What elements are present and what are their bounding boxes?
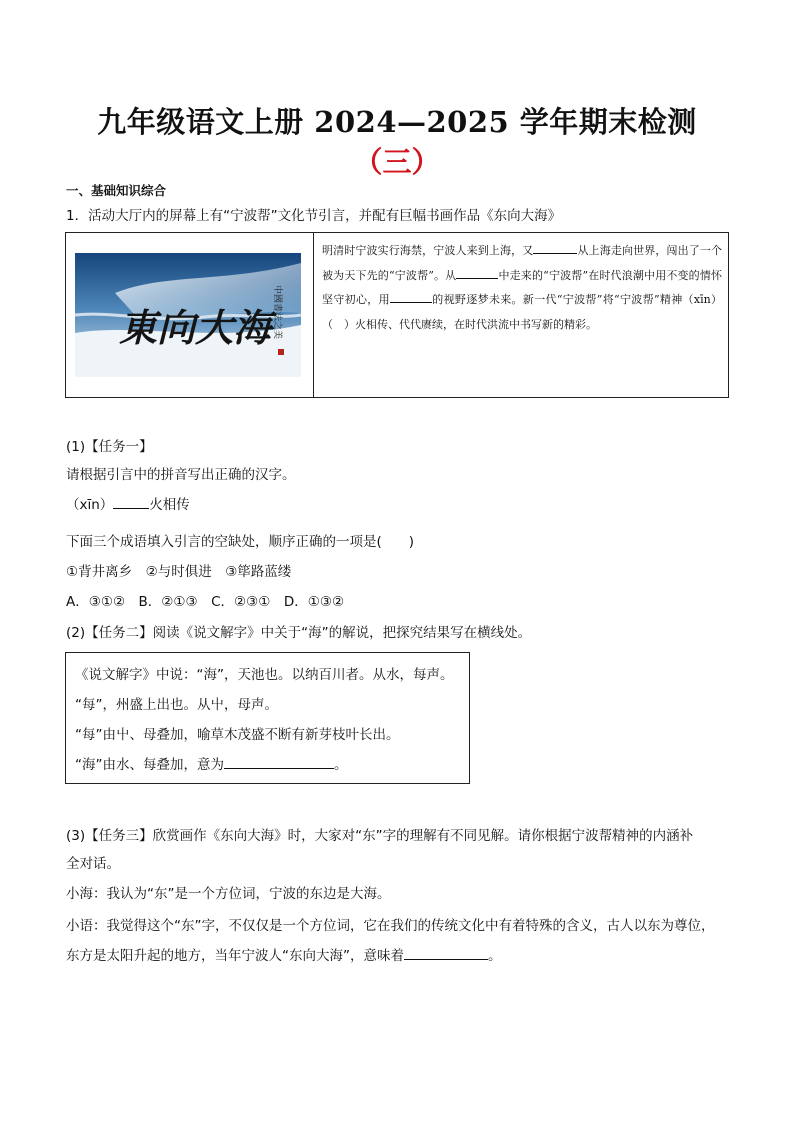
dialogue-xiaohai: 小海：我认为“东”是一个方位词，宁波的东边是大海。 (66, 886, 391, 902)
task-3-label-1: (3)【任务三】欣赏画作《东向大海》时，大家对“东”字的理解有不同见解。请你根据宁波帮精神的内涵补 (66, 828, 694, 844)
shuowen-line-4: “海”由水、每叠加，意为 。 (75, 757, 348, 773)
dialogue-xiaoyu-2: 东方是太阳升起的地方，当年宁波人“东向大海”，意味着 。 (66, 948, 502, 964)
task-1-instruction: 请根据引言中的拼音写出正确的汉字。 (66, 467, 296, 483)
shuowen-line-2: “每”，州盛上出也。从屮，母声。 (75, 697, 278, 713)
question-1-stem: 1．活动大厅内的屏幕上有“宁波帮”文化节引言，并配有巨幅书画作品《东向大海》 (66, 208, 562, 224)
shuowen-answer-blank[interactable] (224, 756, 334, 769)
calligraphy-painting (75, 253, 301, 377)
dialogue-answer-blank[interactable] (404, 947, 488, 960)
task-1-pinyin-line: （xīn） 火相传 (66, 497, 190, 513)
task-2-label: (2)【任务二】阅读《说文解字》中关于“海”的解说，把探究结果写在横线处。 (66, 625, 532, 641)
dialogue-xiaoyu-1: 小语：我觉得这个“东”字，不仅仅是一个方位词，它在我们的传统文化中有着特殊的含义，古人以东为尊位， (66, 918, 715, 934)
shuowen-box (65, 652, 470, 784)
pinyin-answer-blank[interactable] (113, 496, 149, 509)
task-1-idioms: ①背井离乡 ②与时俱进 ③筚路蓝缕 (66, 564, 292, 580)
task-1-options: A．③①② B．②①③ C．②③① D．①③② (66, 594, 345, 610)
blank-2[interactable] (456, 266, 498, 279)
intro-quote: 明清时宁波实行海禁，宁波人来到上海，又 从上海走向世界，闯出了一个被为天下先的“宁波帮”。从 中走来的“宁波帮”在时代浪潮中用不变的情怀坚守初心，用 的视野逐梦未来。新一代“宁波帮”将“宁波帮”精神（xīn）（ ）火相传、代代赓续，在时代洪流中书写新的精彩。 (322, 239, 722, 337)
section-heading: 一、基础知识综合 (66, 183, 167, 198)
painting-main-text: 東向大海 (119, 305, 272, 350)
table-divider (313, 233, 314, 397)
page-title: 九年级语文上册 2024—2025 学年期末检测 (97, 105, 697, 139)
painting-signature: 中國書法之美 (272, 285, 282, 340)
intro-table (65, 232, 729, 398)
page-subtitle: （三） (353, 145, 441, 179)
shuowen-line-1: 《说文解字》中说：“海”，天池也。以纳百川者。从水，每声。 (75, 667, 454, 683)
task-3-label-2: 全对话。 (66, 856, 120, 872)
task-1-label: (1)【任务一】 (66, 439, 153, 455)
shuowen-line-3: “每”由屮、母叠加，喻草木茂盛不断有新芽枝叶长出。 (75, 727, 400, 743)
blank-3[interactable] (390, 290, 432, 303)
blank-1[interactable] (533, 241, 577, 254)
task-1-choose-stem: 下面三个成语填入引言的空缺处，顺序正确的一项是( ) (66, 534, 415, 550)
